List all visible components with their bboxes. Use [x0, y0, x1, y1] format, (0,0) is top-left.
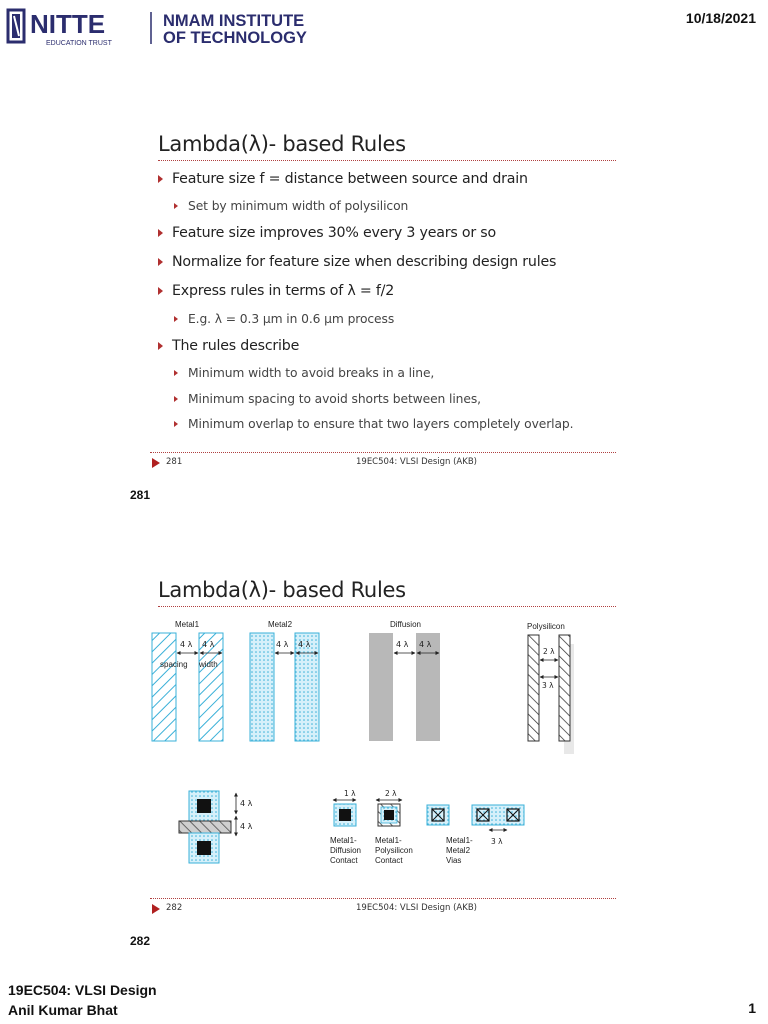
footer-arrow-icon — [152, 904, 160, 914]
document-date: 10/18/2021 — [685, 10, 756, 26]
institute-line2: OF TECHNOLOGY — [163, 29, 307, 47]
svg-text:Metal1: Metal1 — [175, 620, 200, 629]
bullet-arrow-icon — [174, 316, 178, 322]
bullet-4: Express rules in terms of λ = f/2 — [158, 283, 394, 299]
institute-logo — [6, 6, 336, 48]
svg-text:Metal2: Metal2 — [446, 846, 471, 855]
bullet-arrow-icon — [174, 421, 178, 427]
slide-footer — [150, 456, 616, 470]
svg-text:4 λ: 4 λ — [202, 640, 215, 649]
svg-text:Metal1-: Metal1- — [375, 836, 402, 845]
bullet-arrow-icon — [158, 229, 163, 237]
page-number: 1 — [748, 1000, 756, 1016]
slide-footer — [150, 902, 616, 916]
svg-text:Polysilicon: Polysilicon — [375, 846, 413, 855]
slide-282 — [150, 574, 616, 919]
bullet-2: Feature size improves 30% every 3 years or so — [158, 225, 496, 241]
polysilicon-rule — [527, 622, 574, 754]
svg-text:Vias: Vias — [446, 856, 462, 865]
slide-number: 282 — [166, 903, 183, 913]
nitte-emblem-icon — [8, 10, 24, 42]
bullet-arrow-icon — [158, 258, 163, 266]
page-label-281: 281 — [130, 488, 151, 502]
metal1-rule — [152, 620, 223, 741]
footer-arrow-icon — [152, 458, 160, 468]
slide-number: 281 — [166, 457, 183, 467]
footer-divider — [150, 898, 616, 899]
page-footer-left — [8, 980, 157, 1020]
svg-text:Metal2: Metal2 — [268, 620, 293, 629]
metal-poly-stack — [179, 791, 253, 863]
svg-text:2 λ: 2 λ — [385, 789, 397, 798]
bullet-arrow-icon — [158, 342, 163, 350]
bullet-5-2: Minimum spacing to avoid shorts between lines, — [174, 392, 481, 406]
bullet-arrow-icon — [158, 175, 163, 183]
bullet-4-1: E.g. λ = 0.3 μm in 0.6 μm process — [174, 312, 394, 326]
slide-281 — [150, 128, 616, 473]
bullet-1-1: Set by minimum width of polysilicon — [174, 199, 408, 213]
svg-text:4 λ: 4 λ — [396, 640, 409, 649]
slide-title: Lambda(λ)- based Rules — [158, 132, 406, 156]
slide-title: Lambda(λ)- based Rules — [158, 578, 406, 602]
svg-text:4 λ: 4 λ — [180, 640, 193, 649]
svg-text:Contact: Contact — [330, 856, 358, 865]
svg-text:Polysilicon: Polysilicon — [527, 622, 565, 631]
contacts-row — [330, 789, 524, 865]
svg-text:1 λ: 1 λ — [344, 789, 356, 798]
bullet-1: Feature size f = distance between source and drain — [158, 171, 528, 187]
svg-text:spacing: spacing — [160, 660, 188, 669]
bullet-arrow-icon — [174, 396, 178, 402]
footer-author: Anil Kumar Bhat — [8, 1002, 118, 1018]
svg-text:4 λ: 4 λ — [240, 822, 253, 831]
svg-text:2 λ: 2 λ — [543, 647, 555, 656]
svg-text:3 λ: 3 λ — [542, 681, 554, 690]
metal2-rule — [250, 620, 319, 741]
svg-text:3 λ: 3 λ — [491, 837, 503, 846]
bullet-5-3: Minimum overlap to ensure that two layers completely overlap. — [174, 417, 573, 431]
logo-brand: NITTE — [30, 9, 106, 39]
footer-divider — [150, 452, 616, 453]
bullet-5: The rules describe — [158, 338, 299, 354]
svg-text:Contact: Contact — [375, 856, 403, 865]
svg-text:4 λ: 4 λ — [419, 640, 432, 649]
svg-text:4 λ: 4 λ — [240, 799, 253, 808]
bullet-arrow-icon — [174, 203, 178, 209]
svg-text:4 λ: 4 λ — [298, 640, 311, 649]
bullet-arrow-icon — [174, 370, 178, 376]
svg-text:Metal1-: Metal1- — [446, 836, 473, 845]
institute-line1: NMAM INSTITUTE — [163, 12, 305, 30]
footer-course: 19EC504: VLSI Design — [8, 982, 157, 998]
svg-text:Diffusion: Diffusion — [330, 846, 361, 855]
bullet-3: Normalize for feature size when describing design rules — [158, 254, 556, 270]
bullet-arrow-icon — [158, 287, 163, 295]
bullet-5-1: Minimum width to avoid breaks in a line, — [174, 366, 434, 380]
svg-text:width: width — [199, 660, 218, 669]
page-label-282: 282 — [130, 934, 151, 948]
slide-course: 19EC504: VLSI Design (AKB) — [356, 457, 477, 467]
svg-text:Metal1-: Metal1- — [330, 836, 357, 845]
slide-course: 19EC504: VLSI Design (AKB) — [356, 903, 477, 913]
logo-sub: EDUCATION TRUST — [46, 40, 112, 47]
svg-text:Diffusion: Diffusion — [390, 620, 421, 629]
diffusion-rule — [369, 620, 440, 741]
svg-text:4 λ: 4 λ — [276, 640, 289, 649]
design-rules-diagram — [150, 574, 616, 894]
title-divider — [158, 160, 616, 161]
